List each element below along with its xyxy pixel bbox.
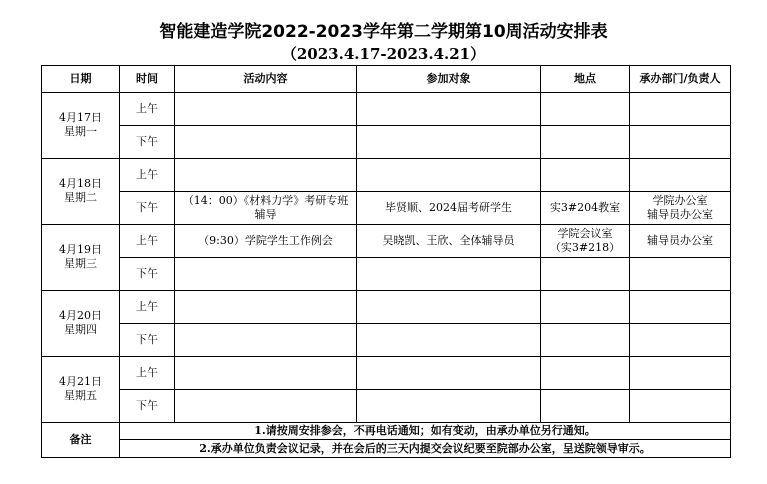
content-cell <box>175 125 357 158</box>
table-row <box>42 158 731 191</box>
slot-am: 上午 <box>120 224 175 257</box>
slot-am: 上午 <box>120 356 175 389</box>
location-cell <box>541 323 630 356</box>
organizer-cell <box>630 356 731 389</box>
table-row <box>42 323 731 356</box>
table-row <box>42 125 731 158</box>
location-cell <box>541 389 630 422</box>
content-cell <box>175 191 357 224</box>
organizer-line1: 学院办公室 <box>652 193 708 207</box>
notes-label: 备注 <box>42 422 120 457</box>
table-row <box>42 290 731 323</box>
location-line1: 学院会议室 <box>557 226 613 240</box>
participants-cell <box>357 158 541 191</box>
day-cell-wed <box>42 224 120 290</box>
header-row <box>42 66 731 93</box>
organizer-cell <box>630 191 731 224</box>
slot-am: 上午 <box>120 290 175 323</box>
day-date: 4月20日 <box>59 309 102 323</box>
slot-pm: 下午 <box>120 191 175 224</box>
organizer-cell <box>630 389 731 422</box>
participants-cell <box>357 356 541 389</box>
note-line-2: 2.承办单位负责会议记录，并在会后的三天内提交会议纪要至院部办公室，呈送院领导审示。 <box>120 440 731 458</box>
table-row <box>42 389 731 422</box>
page-title: 智能建造学院2022-2023学年第二学期第10周活动安排表 <box>159 22 608 42</box>
slot-am: 上午 <box>120 92 175 125</box>
location-cell <box>541 290 630 323</box>
header-time: 时间 <box>120 66 175 93</box>
location-cell <box>541 158 630 191</box>
location-cell <box>541 92 630 125</box>
location-cell <box>541 125 630 158</box>
header-participants: 参加对象 <box>357 66 541 93</box>
day-weekday: 星期四 <box>64 323 97 337</box>
organizer-cell <box>630 125 731 158</box>
organizer-cell <box>630 92 731 125</box>
page-subtitle: （2023.4.17-2023.4.21） <box>281 45 486 63</box>
participants-cell: 吴晓凯、王欣、全体辅导员 <box>357 224 541 257</box>
slot-am: 上午 <box>120 158 175 191</box>
slot-pm: 下午 <box>120 389 175 422</box>
header-organizer: 承办部门/负责人 <box>630 66 731 93</box>
participants-cell <box>357 92 541 125</box>
header-content: 活动内容 <box>175 66 357 93</box>
day-cell-fri <box>42 356 120 422</box>
organizer-cell <box>630 158 731 191</box>
content-cell <box>175 389 357 422</box>
location-line2: （实3#218） <box>549 240 621 254</box>
organizer-cell <box>630 323 731 356</box>
participants-cell: 毕贤顺、2024届考研学生 <box>357 191 541 224</box>
event-content-line2: 辅导 <box>254 207 277 221</box>
day-weekday: 星期三 <box>64 257 97 271</box>
event-content-line1: （14：00）《材料力学》考研专班 <box>182 193 349 207</box>
location-cell <box>541 224 630 257</box>
schedule-table <box>41 65 731 458</box>
participants-cell <box>357 257 541 290</box>
location-cell: 实3#204教室 <box>541 191 630 224</box>
slot-pm: 下午 <box>120 323 175 356</box>
notes-row <box>42 422 731 440</box>
content-cell <box>175 323 357 356</box>
location-cell <box>541 257 630 290</box>
content-cell <box>175 356 357 389</box>
day-date: 4月18日 <box>59 177 102 191</box>
organizer-cell <box>630 257 731 290</box>
day-date: 4月17日 <box>59 111 102 125</box>
organizer-line2: 辅导员办公室 <box>647 207 713 221</box>
day-date: 4月21日 <box>59 375 102 389</box>
day-weekday: 星期五 <box>64 389 97 403</box>
content-cell <box>175 290 357 323</box>
participants-cell <box>357 125 541 158</box>
header-date: 日期 <box>42 66 120 93</box>
day-cell-mon <box>42 92 120 158</box>
table-row <box>42 356 731 389</box>
organizer-cell <box>630 290 731 323</box>
table-row <box>42 257 731 290</box>
notes-row <box>42 440 731 458</box>
day-weekday: 星期二 <box>64 191 97 205</box>
table-row <box>42 224 731 257</box>
slot-pm: 下午 <box>120 257 175 290</box>
content-cell: （9:30）学院学生工作例会 <box>175 224 357 257</box>
content-cell <box>175 92 357 125</box>
table-row <box>42 92 731 125</box>
day-cell-tue <box>42 158 120 224</box>
day-weekday: 星期一 <box>64 125 97 139</box>
table-row <box>42 191 731 224</box>
slot-pm: 下午 <box>120 125 175 158</box>
participants-cell <box>357 323 541 356</box>
note-line-1: 1.请按周安排参会，不再电话通知；如有变动，由承办单位另行通知。 <box>120 422 731 440</box>
content-cell <box>175 257 357 290</box>
header-location: 地点 <box>541 66 630 93</box>
content-cell <box>175 158 357 191</box>
organizer-cell: 辅导员办公室 <box>630 224 731 257</box>
day-date: 4月19日 <box>59 243 102 257</box>
participants-cell <box>357 290 541 323</box>
location-cell <box>541 356 630 389</box>
participants-cell <box>357 389 541 422</box>
day-cell-thu <box>42 290 120 356</box>
